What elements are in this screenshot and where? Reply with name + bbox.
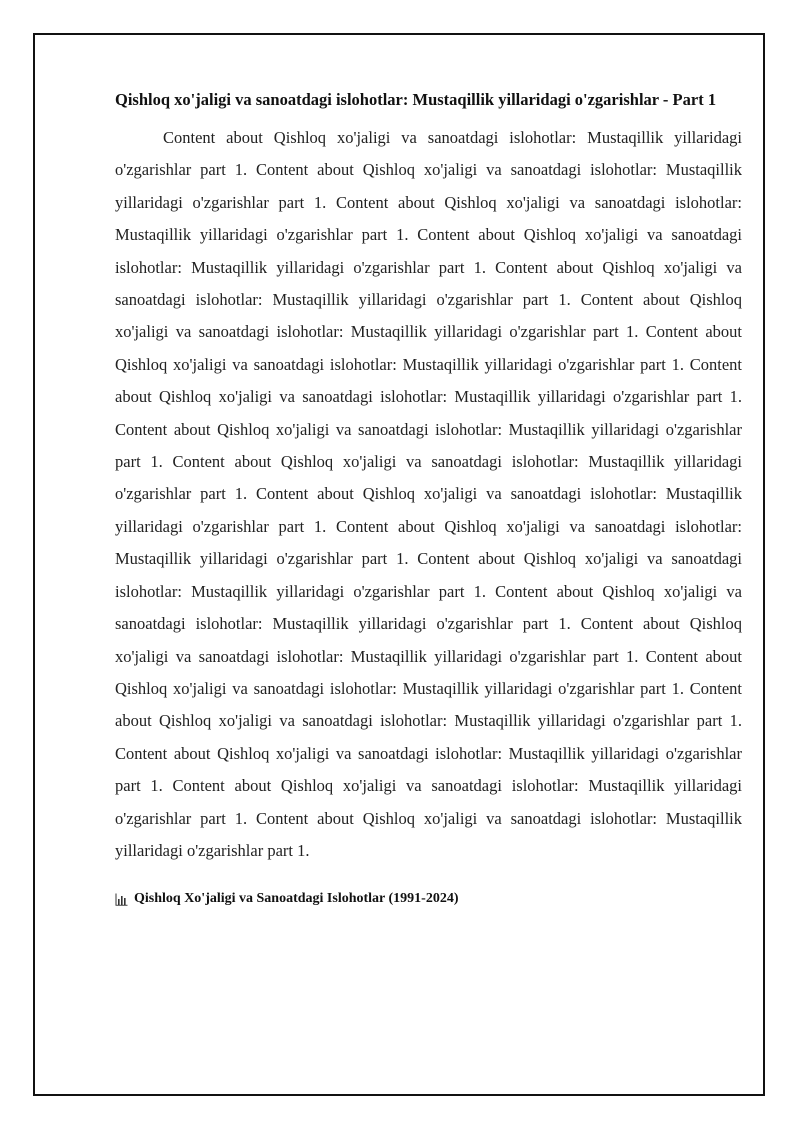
body-paragraph: Content about Qishloq xo'jaligi va sanoatdagi islohotlar: Mustaqillik yillaridagi o'zgarishlar part 1. Content about Qishloq xo'jaligi va sanoatdagi islohotlar: Mustaqillik yillaridagi o'zgarishlar part 1. Content about Qishloq xo'jaligi va sanoatdagi islohotlar: Mustaqillik yillaridagi o'zgarishlar part 1. Content about Qishloq xo'jaligi va sanoatdagi islohotlar: Mustaqillik yillaridagi o'zgarishlar part 1. Content about Qishloq xo'jaligi va sanoatdagi islohotlar: Mustaqillik yillaridagi o'zgarishlar part 1. Content about Qishloq xo'jaligi va sanoatdagi islohotlar: Mustaqillik yillaridagi o'zgarishlar part 1. Content about Qishloq xo'jaligi va sanoatdagi islohotlar: Mustaqillik yillaridagi o'zgarishlar part 1. Content about Qishloq xo'jaligi va sanoatdagi islohotlar: Mustaqillik yillaridagi o'zgarishlar part 1. Content about Qishloq xo'jaligi va sanoatdagi islohotlar: Mustaqillik yillaridagi o'zgarishlar part 1. Content about Qishloq xo'jaligi va sanoatdagi islohotlar: Mustaqillik yillaridagi o'zgarishlar part 1. Content about Qishloq xo'jaligi va sanoatdagi islohotlar: Mustaqillik yillaridagi o'zgarishlar part 1. Content about Qishloq xo'jaligi va sanoatdagi islohotlar: Mustaqillik yillaridagi o'zgarishlar part 1. Content about Qishloq xo'jaligi va sanoatdagi islohotlar: Mustaqillik yillaridagi o'zgarishlar part 1. Content about Qishloq xo'jaligi va sanoatdagi islohotlar: Mustaqillik yillaridagi o'zgarishlar part 1. Content about Qishloq xo'jaligi va sanoatdagi islohotlar: Mustaqillik yillaridagi o'zgarishlar part 1. Content about Qishloq xo'jaligi va sanoatdagi islohotlar: Mustaqillik yillaridagi o'zgarishlar part 1. Content about Qishloq xo'jaligi va sanoatdagi islohotlar: Mustaqillik yillaridagi o'zgarishlar part 1. Content about Qishloq xo'jaligi va sanoatdagi islohotlar: Mustaqillik yillaridagi o'zgarishlar part 1. Content about Qishloq xo'jaligi va sanoatdagi islohotlar: Mustaqillik yillaridagi o'zgarishlar part 1. Content about Qishloq xo'jaligi va sanoatdagi islohotlar: Mustaqillik yillaridagi o'zgarishlar part 1. (115, 128, 742, 860)
bar-chart-icon (115, 893, 128, 906)
figure-caption (115, 889, 742, 909)
document-content (115, 88, 742, 909)
section-title: Qishloq xo'jaligi va sanoatdagi islohotlar: Mustaqillik yillaridagi o'zgarishlar - Part 1 (115, 90, 717, 109)
figure-caption-text: Qishloq Xo'jaligi va Sanoatdagi Islohotlar (1991-2024) (134, 891, 459, 907)
